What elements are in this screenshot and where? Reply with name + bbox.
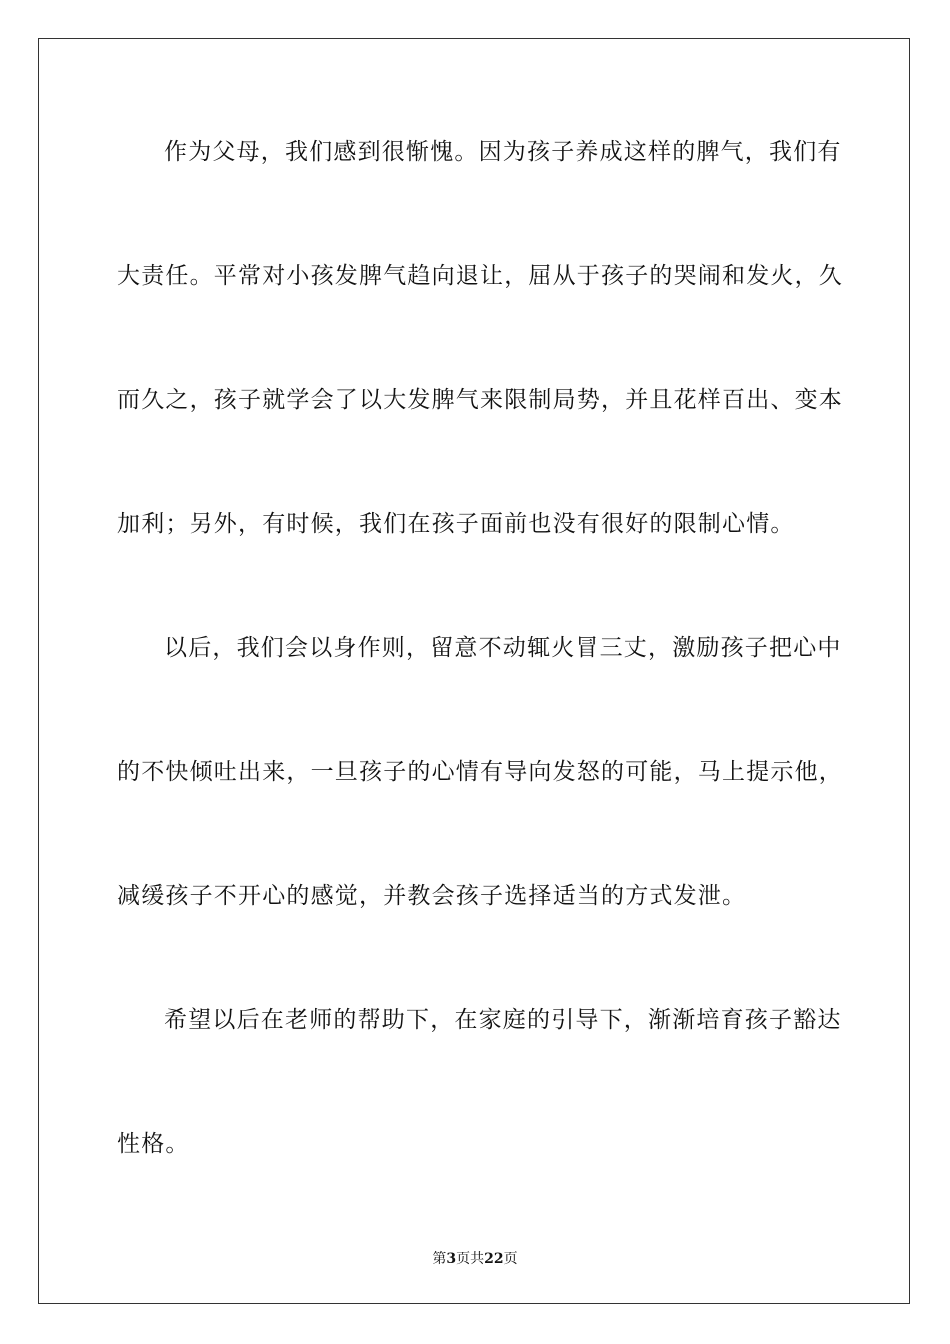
page-footer [0, 1248, 950, 1268]
paragraph-1-line-4: 加利；另外，有时候，我们在孩子面前也没有很好的限制心情。 [117, 511, 795, 537]
total-pages: 22 [484, 1251, 504, 1267]
page-prefix: 第 [432, 1251, 447, 1267]
page-number: 3 [446, 1251, 457, 1267]
paragraph-2-line-3: 减缓孩子不开心的感觉，并教会孩子选择适当的方式发泄。 [117, 883, 747, 909]
page-suffix: 页 [456, 1251, 471, 1267]
paragraph-1-line-2: 大责任。平常对小孩发脾气趋向退让，屈从于孩子的哭闹和发火，久 [117, 263, 843, 289]
paragraph-1-line-1: 作为父母，我们感到很惭愧。因为孩子养成这样的脾气，我们有 [164, 139, 842, 165]
paragraph-1-line-3: 而久之，孩子就学会了以大发脾气来限制局势，并且花样百出、变本 [117, 387, 843, 413]
total-suffix: 页 [503, 1251, 518, 1267]
paragraph-3-line-1: 希望以后在老师的帮助下，在家庭的引导下，渐渐培育孩子豁达 [164, 1007, 842, 1033]
paragraph-2-line-1: 以后，我们会以身作则，留意不动辄火冒三丈，激励孩子把心中 [164, 635, 842, 661]
paragraph-3-line-2: 性格。 [117, 1131, 190, 1157]
total-prefix: 共 [470, 1251, 485, 1267]
paragraph-2-line-2: 的不快倾吐出来，一旦孩子的心情有导向发怒的可能，马上提示他， [117, 759, 843, 785]
page-border [38, 38, 910, 1304]
